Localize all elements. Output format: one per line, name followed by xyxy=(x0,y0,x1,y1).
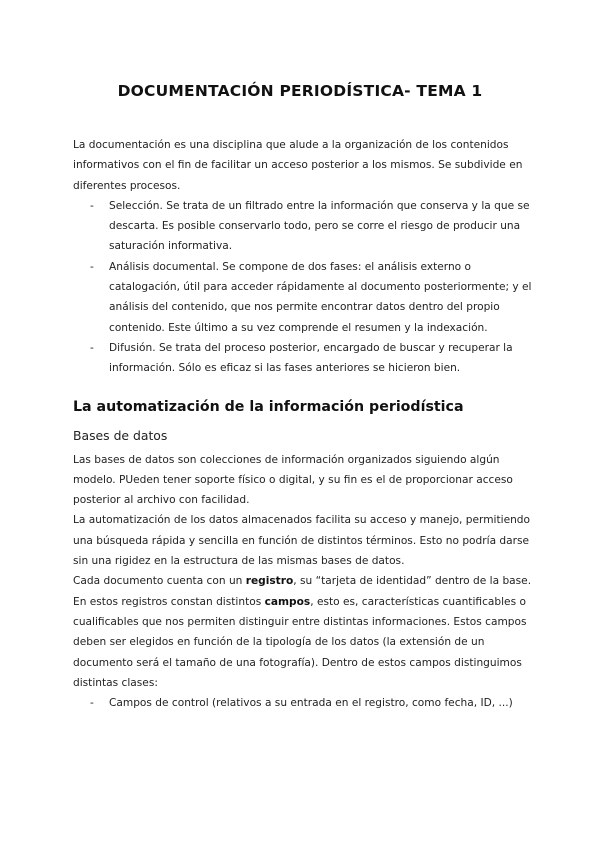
field-types-list xyxy=(73,693,533,713)
bullet-dash: - xyxy=(90,260,94,273)
document-body xyxy=(73,135,533,713)
list-item xyxy=(73,196,533,257)
list-item-text: Difusión. Se trata del proceso posterior, encargado de buscar y recuperar la información. Sólo es eficaz si las fases anteriores se hicieron bien. xyxy=(109,341,513,375)
list-item xyxy=(73,257,533,338)
text-run: , su “tarjeta de identidad” dentro de la base. En estos registros constan distintos xyxy=(73,575,532,608)
bullet-dash: - xyxy=(90,697,94,710)
list-item xyxy=(73,693,533,713)
text-run: Cada documento cuenta con un xyxy=(73,575,246,588)
bullet-dash: - xyxy=(90,199,94,212)
bullet-dash: - xyxy=(90,341,94,354)
subsection-heading: Bases de datos xyxy=(73,427,168,443)
list-item xyxy=(73,338,533,379)
paragraph xyxy=(73,571,533,693)
intro-paragraph: La documentación es una disciplina que alude a la organización de los contenidos informativos con el fin de facilitar un acceso posterior a los mismos. Se subdivide en diferentes procesos. xyxy=(73,139,523,192)
process-list xyxy=(73,196,533,379)
paragraph: Las bases de datos son colecciones de información organizados siguiendo algún modelo. PUeden tener soporte físico o digital, y su fin es el de proporcionar acceso posterior al archivo con facilidad. xyxy=(73,453,513,507)
text-run: , esto es, características cuantificables o cualificables que nos permiten distinguir entre distintas informaciones. Estos campos deben ser elegidos en función de la tipología de los datos (la extensión de un documento será el tamaño de una fotografía). Dentro de estos campos distinguimos distintas clases: xyxy=(73,595,527,689)
bold-term-registro: registro xyxy=(245,575,294,588)
bold-term-campos: campos xyxy=(264,595,311,608)
list-item-text: Análisis documental. Se compone de dos fases: el análisis externo o catalogación, útil para acceder rápidamente al documento posteriormente; y el análisis del contenido, que nos permite encontrar datos dentro del propio contenido. Este último a su vez comprende el resumen y la indexación. xyxy=(109,260,532,334)
paragraph: La automatización de los datos almacenados facilita su acceso y manejo, permitiendo una búsqueda rápida y sencilla en función de distintos términos. Esto no podría darse sin una rigidez en la estructura de las mismas bases de datos. xyxy=(73,514,531,568)
document-title: DOCUMENTACIÓN PERIODÍSTICA- TEMA 1 xyxy=(117,82,483,100)
section-heading: La automatización de la información periodística xyxy=(73,398,464,415)
list-item-text: Campos de control (relativos a su entrada en el registro, como fecha, ID, ...) xyxy=(109,697,513,710)
list-item-text: Selección. Se trata de un filtrado entre la información que conserva y la que se descarta. Es posible conservarlo todo, pero se corre el riesgo de producir una saturación informativa. xyxy=(109,199,530,253)
